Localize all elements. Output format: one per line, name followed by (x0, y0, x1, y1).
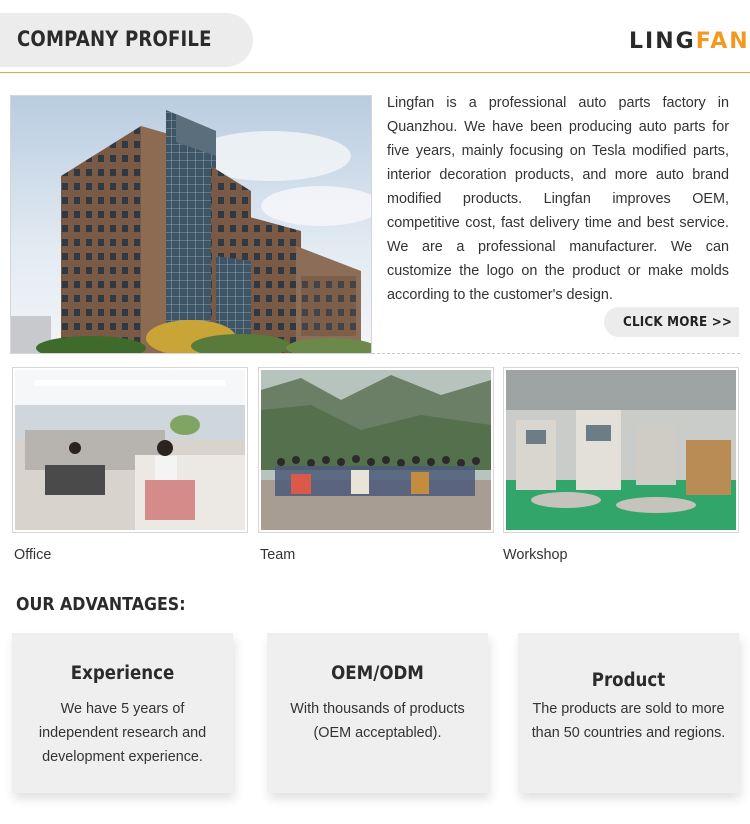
logo-text-ling: LING (629, 29, 696, 54)
page-title: COMPANY PROFILE (17, 27, 212, 51)
click-more-label: CLICK MORE >> (623, 314, 733, 330)
dashed-divider (372, 353, 740, 354)
photo-caption-office: Office (14, 547, 52, 563)
company-description: Lingfan is a professional auto parts factory in Quanzhou. We have been producing auto parts for five years, mainly focusing on Tesla modified parts, interior decoration products, and more auto brand modified products. Lingfan improves OEM, competitive cost, fast delivery time and best service. We are a professional manufacturer. We can customize the logo on the product or make molds according to the customer's design. (387, 95, 729, 303)
team-photo (258, 367, 494, 533)
advantage-card-title: Product (591, 670, 666, 691)
office-photo (12, 367, 248, 533)
photo-caption-team: Team (260, 547, 296, 563)
advantage-card-text: The products are sold to more than 50 countries and regions. (531, 701, 726, 741)
advantages-heading: OUR ADVANTAGES: (16, 594, 186, 615)
header-divider (0, 72, 750, 73)
advantage-card-text: We have 5 years of independent research and development experience. (38, 701, 207, 765)
advantage-card-oem-odm (267, 633, 488, 793)
click-more-button[interactable] (604, 307, 739, 337)
logo-text-fan: FAN (695, 29, 750, 54)
workshop-photo (503, 367, 739, 533)
advantage-card-product (518, 633, 739, 793)
advantage-card-title: Experience (70, 663, 175, 684)
advantage-card-experience (12, 633, 233, 793)
factory-building-photo (10, 95, 372, 354)
advantage-card-title: OEM/ODM (331, 663, 424, 684)
brand-logo (629, 31, 750, 53)
photo-caption-workshop: Workshop (503, 547, 568, 563)
advantage-card-text: With thousands of products (OEM acceptabled). (290, 701, 465, 741)
